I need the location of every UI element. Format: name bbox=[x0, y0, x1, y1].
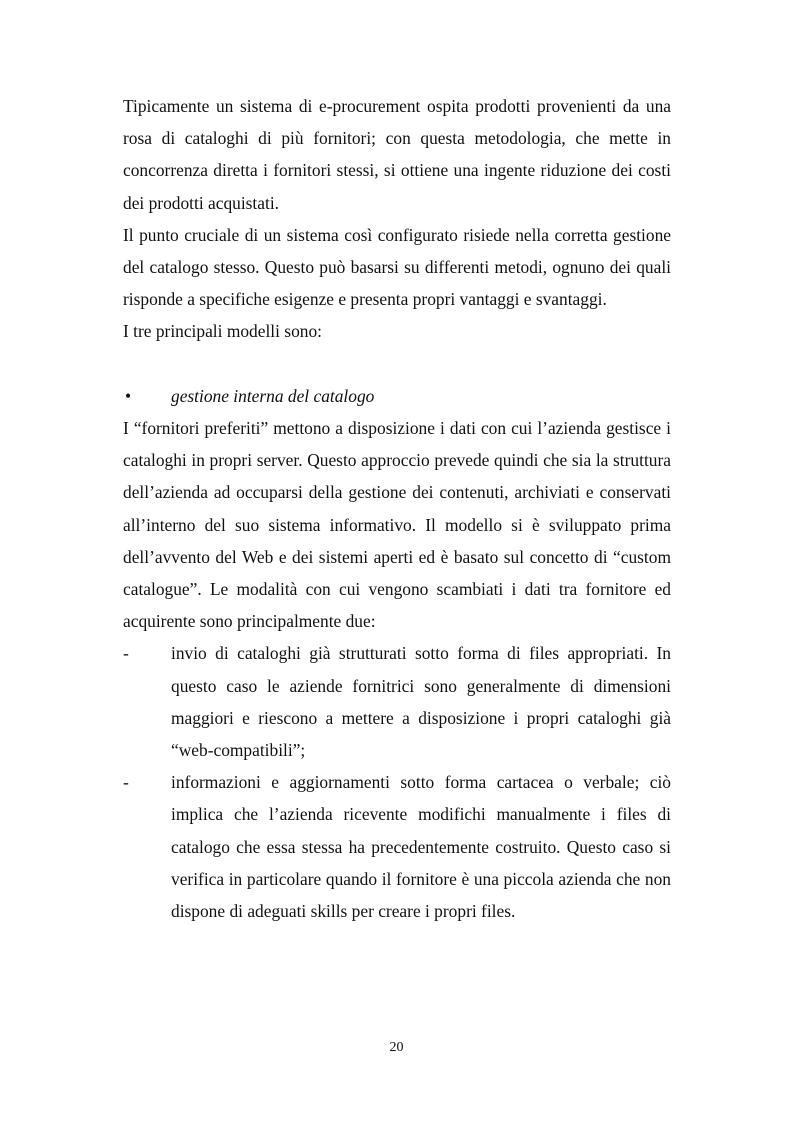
intro-paragraph-1: Tipicamente un sistema di e-procurement ospita prodotti provenienti da una rosa di cataloghi di più fornitori; con questa metodologia, che mette in concorrenza diretta i fornitori stessi, si ottiene una ingente riduzione dei costi dei prodotti acquistati. bbox=[123, 96, 671, 213]
list-item bbox=[123, 637, 671, 766]
section-heading bbox=[123, 380, 671, 412]
list-item bbox=[123, 766, 671, 927]
intro-paragraph-2: Il punto cruciale di un sistema così configurato risiede nella corretta gestione del catalogo stesso. Questo può basarsi su differenti metodi, ognuno dei quali risponde a specifiche esigenze e presenta propri vantaggi e svantaggi. bbox=[123, 224, 671, 310]
list-item-text: informazioni e aggiornamenti sotto forma cartacea o verbale; ciò implica che l’azienda ricevente modifichi manualmente i files di catalogo che essa stessa ha precedentemente costruito. Questo caso si verifica in particolare quando il fornitore è una piccola azienda che non dispone di adeguati skills per creare i propri files. bbox=[171, 772, 671, 922]
body-text bbox=[123, 90, 671, 927]
spacer bbox=[123, 348, 671, 380]
section-body: I “fornitori preferiti” mettono a disposizione i dati con cui l’azienda gestisce i cataloghi in propri server. Questo approccio prevede quindi che sia la struttura dell’azienda ad occuparsi della gestione dei contenuti, archiviati e conservati all’interno del suo sistema informativo. Il modello si è sviluppato prima dell’avvento del Web e dei sistemi aperti ed è basato sul concetto di “custom catalogue”. Le modalità con cui vengono scambiati i dati tra fornitore ed acquirente sono principalmente due: bbox=[123, 418, 671, 632]
page-number: 20 bbox=[389, 1040, 404, 1055]
dash-marker: - bbox=[123, 772, 129, 793]
dash-marker: - bbox=[123, 643, 129, 664]
intro-paragraph-3: I tre principali modelli sono: bbox=[123, 321, 322, 342]
list-item-text: invio di cataloghi già strutturati sotto forma di files appropriati. In questo caso le aziende fornitrici sono generalmente di dimensioni maggiori e riescono a mettere a disposizione i propri cataloghi già “web-compatibili”; bbox=[171, 643, 671, 761]
section-heading-text: gestione interna del catalogo bbox=[171, 385, 375, 406]
bullet-icon: • bbox=[125, 385, 132, 406]
